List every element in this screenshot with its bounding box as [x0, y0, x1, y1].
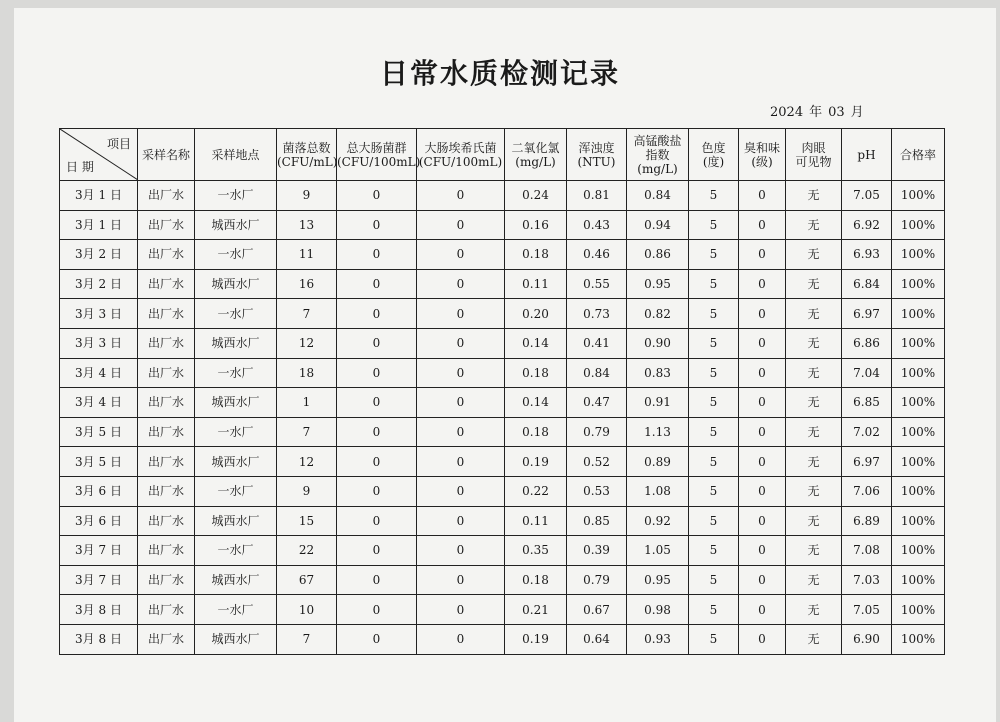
visible-matter-cell: 无: [786, 388, 842, 418]
visible-matter-cell: 无: [786, 240, 842, 270]
odor-cell: 0: [739, 536, 786, 566]
color-cell: 5: [689, 299, 739, 329]
sample-site-cell: 一水厂: [195, 181, 277, 211]
colony-count-cell: 22: [277, 536, 337, 566]
sample-name-cell: 出厂水: [138, 269, 195, 299]
colony-count-cell: 9: [277, 181, 337, 211]
pass-rate-cell: 100%: [892, 328, 945, 358]
color-cell: 5: [689, 181, 739, 211]
header-chlorine-dioxide: 二氧化氯 (mg/L): [505, 129, 567, 181]
turbidity-cell: 0.64: [567, 624, 627, 654]
chlorine-dioxide-cell: 0.18: [505, 358, 567, 388]
chlorine-dioxide-cell: 0.22: [505, 476, 567, 506]
odor-cell: 0: [739, 328, 786, 358]
color-cell: 5: [689, 506, 739, 536]
sample-name-cell: 出厂水: [138, 299, 195, 329]
coliform-cell: 0: [337, 240, 417, 270]
colony-count-cell: 1: [277, 388, 337, 418]
page-title: 日常水质检测记录: [379, 57, 620, 90]
odor-cell: 0: [739, 417, 786, 447]
chlorine-dioxide-cell: 0.18: [505, 417, 567, 447]
ecoli-cell: 0: [417, 476, 505, 506]
visible-matter-cell: 无: [786, 506, 842, 536]
chlorine-dioxide-cell: 0.18: [505, 565, 567, 595]
table-row: [60, 624, 945, 654]
color-cell: 5: [689, 388, 739, 418]
ph-cell: 7.06: [842, 476, 892, 506]
chlorine-dioxide-cell: 0.24: [505, 181, 567, 211]
odor-cell: 0: [739, 269, 786, 299]
table-row: [60, 181, 945, 211]
turbidity-cell: 0.39: [567, 536, 627, 566]
period-month: 03: [828, 105, 845, 120]
visible-matter-cell: 无: [786, 565, 842, 595]
chlorine-dioxide-cell: 0.16: [505, 210, 567, 240]
odor-cell: 0: [739, 476, 786, 506]
colony-count-cell: 9: [277, 476, 337, 506]
sample-name-cell: 出厂水: [138, 476, 195, 506]
ph-cell: 6.92: [842, 210, 892, 240]
sample-name-cell: 出厂水: [138, 358, 195, 388]
coliform-cell: 0: [337, 417, 417, 447]
ph-cell: 7.08: [842, 536, 892, 566]
ph-cell: 6.85: [842, 388, 892, 418]
permanganate-cell: 0.86: [627, 240, 689, 270]
ecoli-cell: 0: [417, 269, 505, 299]
table-row: [60, 447, 945, 477]
turbidity-cell: 0.85: [567, 506, 627, 536]
table-row: [60, 506, 945, 536]
visible-matter-cell: 无: [786, 476, 842, 506]
header-item-label: 项目: [106, 137, 131, 151]
chlorine-dioxide-cell: 0.21: [505, 595, 567, 625]
permanganate-cell: 0.93: [627, 624, 689, 654]
pass-rate-cell: 100%: [892, 595, 945, 625]
odor-cell: 0: [739, 447, 786, 477]
odor-cell: 0: [739, 565, 786, 595]
permanganate-cell: 0.84: [627, 181, 689, 211]
odor-cell: 0: [739, 181, 786, 211]
date-cell: 3月 3 日: [60, 328, 138, 358]
chlorine-dioxide-cell: 0.14: [505, 388, 567, 418]
turbidity-cell: 0.53: [567, 476, 627, 506]
table-row: [60, 328, 945, 358]
table-row: [60, 269, 945, 299]
coliform-cell: 0: [337, 269, 417, 299]
ecoli-cell: 0: [417, 624, 505, 654]
odor-cell: 0: [739, 388, 786, 418]
ph-cell: 7.02: [842, 417, 892, 447]
permanganate-cell: 1.05: [627, 536, 689, 566]
ecoli-cell: 0: [417, 181, 505, 211]
sample-name-cell: 出厂水: [138, 240, 195, 270]
turbidity-cell: 0.79: [567, 417, 627, 447]
visible-matter-cell: 无: [786, 358, 842, 388]
permanganate-cell: 0.92: [627, 506, 689, 536]
coliform-cell: 0: [337, 624, 417, 654]
table-row: [60, 536, 945, 566]
period-month-unit: 月: [850, 105, 864, 120]
permanganate-cell: 0.95: [627, 565, 689, 595]
visible-matter-cell: 无: [786, 417, 842, 447]
period-year-unit: 年: [809, 105, 823, 120]
pass-rate-cell: 100%: [892, 269, 945, 299]
date-cell: 3月 1 日: [60, 210, 138, 240]
sample-site-cell: 城西水厂: [195, 210, 277, 240]
colony-count-cell: 18: [277, 358, 337, 388]
ecoli-cell: 0: [417, 565, 505, 595]
sample-name-cell: 出厂水: [138, 447, 195, 477]
turbidity-cell: 0.79: [567, 565, 627, 595]
odor-cell: 0: [739, 299, 786, 329]
table-header: [60, 129, 945, 181]
ph-cell: 6.97: [842, 299, 892, 329]
coliform-cell: 0: [337, 210, 417, 240]
permanganate-cell: 0.82: [627, 299, 689, 329]
date-cell: 3月 8 日: [60, 595, 138, 625]
colony-count-cell: 12: [277, 447, 337, 477]
ecoli-cell: 0: [417, 506, 505, 536]
sample-site-cell: 城西水厂: [195, 565, 277, 595]
turbidity-cell: 0.73: [567, 299, 627, 329]
sample-name-cell: 出厂水: [138, 417, 195, 447]
date-cell: 3月 4 日: [60, 358, 138, 388]
colony-count-cell: 10: [277, 595, 337, 625]
coliform-cell: 0: [337, 565, 417, 595]
turbidity-cell: 0.47: [567, 388, 627, 418]
chlorine-dioxide-cell: 0.18: [505, 240, 567, 270]
date-cell: 3月 3 日: [60, 299, 138, 329]
table-row: [60, 476, 945, 506]
colony-count-cell: 16: [277, 269, 337, 299]
odor-cell: 0: [739, 358, 786, 388]
visible-matter-cell: 无: [786, 299, 842, 329]
ecoli-cell: 0: [417, 328, 505, 358]
color-cell: 5: [689, 240, 739, 270]
colony-count-cell: 13: [277, 210, 337, 240]
colony-count-cell: 11: [277, 240, 337, 270]
ecoli-cell: 0: [417, 447, 505, 477]
color-cell: 5: [689, 624, 739, 654]
sample-name-cell: 出厂水: [138, 565, 195, 595]
pass-rate-cell: 100%: [892, 506, 945, 536]
permanganate-cell: 0.89: [627, 447, 689, 477]
chlorine-dioxide-cell: 0.20: [505, 299, 567, 329]
turbidity-cell: 0.81: [567, 181, 627, 211]
ph-cell: 6.89: [842, 506, 892, 536]
ecoli-cell: 0: [417, 388, 505, 418]
header-date-label: 日 期: [66, 160, 94, 174]
colony-count-cell: 7: [277, 624, 337, 654]
permanganate-cell: 0.98: [627, 595, 689, 625]
sample-name-cell: 出厂水: [138, 624, 195, 654]
color-cell: 5: [689, 328, 739, 358]
record-period: [770, 101, 870, 120]
color-cell: 5: [689, 269, 739, 299]
pass-rate-cell: 100%: [892, 447, 945, 477]
chlorine-dioxide-cell: 0.19: [505, 624, 567, 654]
visible-matter-cell: 无: [786, 447, 842, 477]
sample-site-cell: 一水厂: [195, 595, 277, 625]
header-colony-count: 菌落总数 (CFU/mL): [277, 129, 337, 181]
table-row: [60, 240, 945, 270]
visible-matter-cell: 无: [786, 210, 842, 240]
table-row: [60, 358, 945, 388]
odor-cell: 0: [739, 240, 786, 270]
table-row: [60, 299, 945, 329]
pass-rate-cell: 100%: [892, 536, 945, 566]
turbidity-cell: 0.55: [567, 269, 627, 299]
coliform-cell: 0: [337, 536, 417, 566]
coliform-cell: 0: [337, 476, 417, 506]
ph-cell: 7.05: [842, 595, 892, 625]
chlorine-dioxide-cell: 0.35: [505, 536, 567, 566]
ph-cell: 6.86: [842, 328, 892, 358]
coliform-cell: 0: [337, 506, 417, 536]
sample-name-cell: 出厂水: [138, 210, 195, 240]
odor-cell: 0: [739, 595, 786, 625]
date-cell: 3月 2 日: [60, 269, 138, 299]
ecoli-cell: 0: [417, 417, 505, 447]
sample-site-cell: 城西水厂: [195, 328, 277, 358]
ph-cell: 7.05: [842, 181, 892, 211]
pass-rate-cell: 100%: [892, 624, 945, 654]
visible-matter-cell: 无: [786, 181, 842, 211]
header-turbidity: 浑浊度 (NTU): [567, 129, 627, 181]
ph-cell: 7.04: [842, 358, 892, 388]
pass-rate-cell: 100%: [892, 476, 945, 506]
sample-name-cell: 出厂水: [138, 388, 195, 418]
header-sample-site: 采样地点: [195, 129, 277, 181]
water-quality-table: [59, 128, 945, 655]
permanganate-cell: 0.91: [627, 388, 689, 418]
ecoli-cell: 0: [417, 299, 505, 329]
sample-site-cell: 一水厂: [195, 476, 277, 506]
color-cell: 5: [689, 447, 739, 477]
ph-cell: 6.84: [842, 269, 892, 299]
sample-site-cell: 一水厂: [195, 536, 277, 566]
chlorine-dioxide-cell: 0.14: [505, 328, 567, 358]
permanganate-cell: 1.08: [627, 476, 689, 506]
date-cell: 3月 5 日: [60, 417, 138, 447]
date-cell: 3月 5 日: [60, 447, 138, 477]
color-cell: 5: [689, 358, 739, 388]
turbidity-cell: 0.46: [567, 240, 627, 270]
colony-count-cell: 15: [277, 506, 337, 536]
sample-site-cell: 城西水厂: [195, 447, 277, 477]
ecoli-cell: 0: [417, 358, 505, 388]
visible-matter-cell: 无: [786, 269, 842, 299]
turbidity-cell: 0.43: [567, 210, 627, 240]
turbidity-cell: 0.41: [567, 328, 627, 358]
header-ph: pH: [842, 129, 892, 181]
sample-site-cell: 城西水厂: [195, 388, 277, 418]
color-cell: 5: [689, 210, 739, 240]
visible-matter-cell: 无: [786, 595, 842, 625]
sample-name-cell: 出厂水: [138, 506, 195, 536]
permanganate-cell: 0.95: [627, 269, 689, 299]
permanganate-cell: 0.83: [627, 358, 689, 388]
turbidity-cell: 0.52: [567, 447, 627, 477]
sample-site-cell: 一水厂: [195, 299, 277, 329]
ph-cell: 7.03: [842, 565, 892, 595]
visible-matter-cell: 无: [786, 536, 842, 566]
header-total-coliform: 总大肠菌群 (CFU/100mL): [337, 129, 417, 181]
odor-cell: 0: [739, 624, 786, 654]
pass-rate-cell: 100%: [892, 181, 945, 211]
turbidity-cell: 0.67: [567, 595, 627, 625]
sample-site-cell: 城西水厂: [195, 269, 277, 299]
pass-rate-cell: 100%: [892, 417, 945, 447]
ph-cell: 6.90: [842, 624, 892, 654]
colony-count-cell: 12: [277, 328, 337, 358]
ph-cell: 6.97: [842, 447, 892, 477]
header-visible-matter: 肉眼 可见物: [786, 129, 842, 181]
chlorine-dioxide-cell: 0.19: [505, 447, 567, 477]
sample-name-cell: 出厂水: [138, 536, 195, 566]
pass-rate-cell: 100%: [892, 358, 945, 388]
coliform-cell: 0: [337, 595, 417, 625]
sample-site-cell: 一水厂: [195, 240, 277, 270]
header-sample-name: 采样名称: [138, 129, 195, 181]
coliform-cell: 0: [337, 358, 417, 388]
ecoli-cell: 0: [417, 536, 505, 566]
date-cell: 3月 6 日: [60, 476, 138, 506]
pass-rate-cell: 100%: [892, 388, 945, 418]
chlorine-dioxide-cell: 0.11: [505, 506, 567, 536]
color-cell: 5: [689, 565, 739, 595]
pass-rate-cell: 100%: [892, 565, 945, 595]
sample-site-cell: 城西水厂: [195, 506, 277, 536]
date-cell: 3月 6 日: [60, 506, 138, 536]
sample-name-cell: 出厂水: [138, 595, 195, 625]
odor-cell: 0: [739, 506, 786, 536]
date-cell: 3月 8 日: [60, 624, 138, 654]
coliform-cell: 0: [337, 299, 417, 329]
permanganate-cell: 1.13: [627, 417, 689, 447]
sample-name-cell: 出厂水: [138, 328, 195, 358]
turbidity-cell: 0.84: [567, 358, 627, 388]
sample-site-cell: 一水厂: [195, 358, 277, 388]
ph-cell: 6.93: [842, 240, 892, 270]
header-date-item-corner: [60, 129, 138, 181]
permanganate-cell: 0.90: [627, 328, 689, 358]
date-cell: 3月 1 日: [60, 181, 138, 211]
coliform-cell: 0: [337, 388, 417, 418]
colony-count-cell: 7: [277, 417, 337, 447]
pass-rate-cell: 100%: [892, 210, 945, 240]
table-row: [60, 595, 945, 625]
color-cell: 5: [689, 536, 739, 566]
sample-site-cell: 城西水厂: [195, 624, 277, 654]
header-ecoli: 大肠埃希氏菌 (CFU/100mL): [417, 129, 505, 181]
header-color: 色度 (度): [689, 129, 739, 181]
period-year: 2024: [770, 105, 804, 120]
table-row: [60, 388, 945, 418]
chlorine-dioxide-cell: 0.11: [505, 269, 567, 299]
date-cell: 3月 4 日: [60, 388, 138, 418]
ecoli-cell: 0: [417, 240, 505, 270]
date-cell: 3月 2 日: [60, 240, 138, 270]
table-row: [60, 417, 945, 447]
colony-count-cell: 7: [277, 299, 337, 329]
odor-cell: 0: [739, 210, 786, 240]
color-cell: 5: [689, 476, 739, 506]
date-cell: 3月 7 日: [60, 536, 138, 566]
header-odor: 臭和味 (级): [739, 129, 786, 181]
sample-name-cell: 出厂水: [138, 181, 195, 211]
color-cell: 5: [689, 417, 739, 447]
date-cell: 3月 7 日: [60, 565, 138, 595]
colony-count-cell: 67: [277, 565, 337, 595]
coliform-cell: 0: [337, 181, 417, 211]
color-cell: 5: [689, 595, 739, 625]
header-pass-rate: 合格率: [892, 129, 945, 181]
header-permanganate-index: 高锰酸盐 指数 (mg/L): [627, 129, 689, 181]
ecoli-cell: 0: [417, 595, 505, 625]
ecoli-cell: 0: [417, 210, 505, 240]
pass-rate-cell: 100%: [892, 240, 945, 270]
visible-matter-cell: 无: [786, 328, 842, 358]
table-body: [60, 181, 945, 655]
sample-site-cell: 一水厂: [195, 417, 277, 447]
pass-rate-cell: 100%: [892, 299, 945, 329]
permanganate-cell: 0.94: [627, 210, 689, 240]
coliform-cell: 0: [337, 328, 417, 358]
table-row: [60, 565, 945, 595]
visible-matter-cell: 无: [786, 624, 842, 654]
coliform-cell: 0: [337, 447, 417, 477]
table-row: [60, 210, 945, 240]
